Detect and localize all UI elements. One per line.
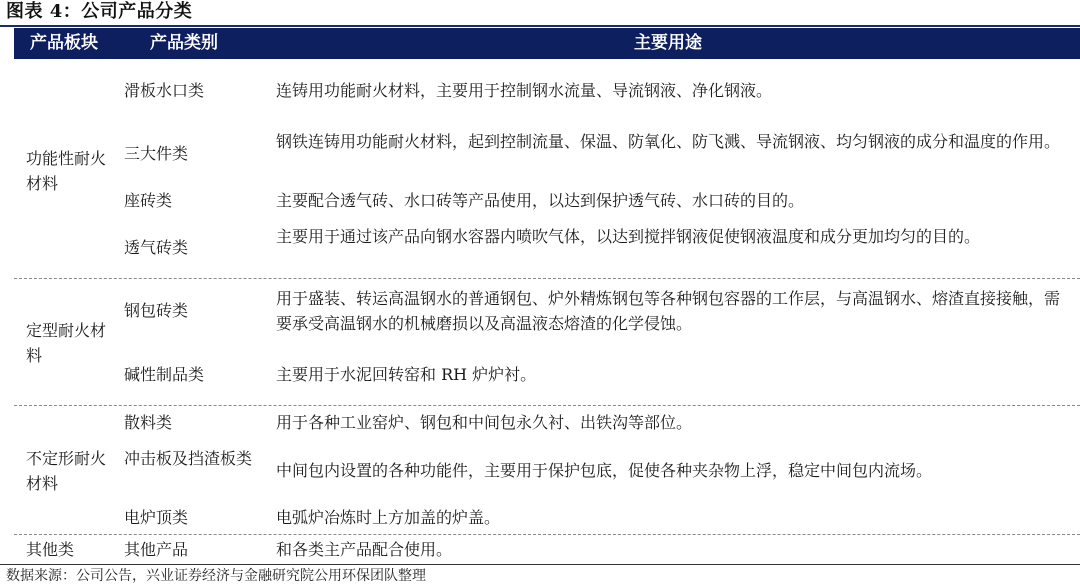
use-cell: 钢铁连铸用功能耐火材料，起到控制流量、保温、防氧化、防飞溅、导流钢液、均匀钢液的成分和温度的作用。 xyxy=(276,132,1061,151)
category-cell: 透气砖类 xyxy=(124,238,189,257)
category-cell: 三大件类 xyxy=(124,144,189,163)
use-cell: 用于各种工业窑炉、钢包和中间包永久衬、出铁沟等部位。 xyxy=(276,413,693,432)
category-cell: 散料类 xyxy=(124,413,173,432)
use-cell: 主要用于通过该产品向钢水容器内喷吹气体，以达到搅拌钢液促使钢液温度和成分更加均匀的目的。 xyxy=(276,227,981,246)
header-main-use: 主要用途 xyxy=(634,33,702,53)
header-product-category: 产品类别 xyxy=(150,33,218,53)
group-divider xyxy=(14,534,1080,535)
use-cell: 主要用于水泥回转窑和 RH 炉炉衬。 xyxy=(276,365,537,384)
group-label: 定型耐火材料 xyxy=(26,321,107,365)
category-cell: 滑板水口类 xyxy=(124,81,205,100)
category-cell: 其他产品 xyxy=(124,540,189,559)
use-cell: 和各类主产品配合使用。 xyxy=(276,540,453,559)
use-cell: 中间包内设置的各种功能件，主要用于保护包底，促使各种夹杂物上浮，稳定中间包内流场。 xyxy=(276,461,933,480)
group-label: 功能性耐火材料 xyxy=(26,149,107,193)
table-bottom-rule xyxy=(0,564,1080,565)
category-cell: 碱性制品类 xyxy=(124,365,205,384)
category-cell: 冲击板及挡渣板类 xyxy=(124,449,253,468)
group-divider xyxy=(14,405,1080,406)
category-cell: 座砖类 xyxy=(124,191,173,210)
category-cell: 电炉顶类 xyxy=(124,508,189,527)
group-label: 其他类 xyxy=(26,540,75,559)
use-cell: 电弧炉冶炼时上方加盖的炉盖。 xyxy=(276,508,501,527)
source-note: 数据来源：公司公告，兴业证券经济与金融研究院公用环保团队整理 xyxy=(6,568,426,584)
header-product-segment: 产品板块 xyxy=(30,33,98,53)
use-cell: 主要配合透气砖、水口砖等产品使用，以达到保护透气砖、水口砖的目的。 xyxy=(276,191,805,210)
table-header xyxy=(14,28,1080,59)
use-cell: 用于盛装、转运高温钢水的普通钢包、炉外精炼钢包等各种钢包容器的工作层，与高温钢水、熔渣直接接触，需要承受高温钢水的机械磨损以及高温液态熔渣的化学侵蚀。 xyxy=(276,289,1061,333)
title-rule xyxy=(0,25,1080,27)
use-cell: 连铸用功能耐火材料，主要用于控制钢水流量、导流钢液、净化钢液。 xyxy=(276,81,773,100)
category-cell: 钢包砖类 xyxy=(124,301,189,320)
figure-title: 图表 4：公司产品分类 xyxy=(6,1,193,22)
group-label: 不定形耐火材料 xyxy=(26,449,107,493)
group-divider xyxy=(14,278,1080,279)
